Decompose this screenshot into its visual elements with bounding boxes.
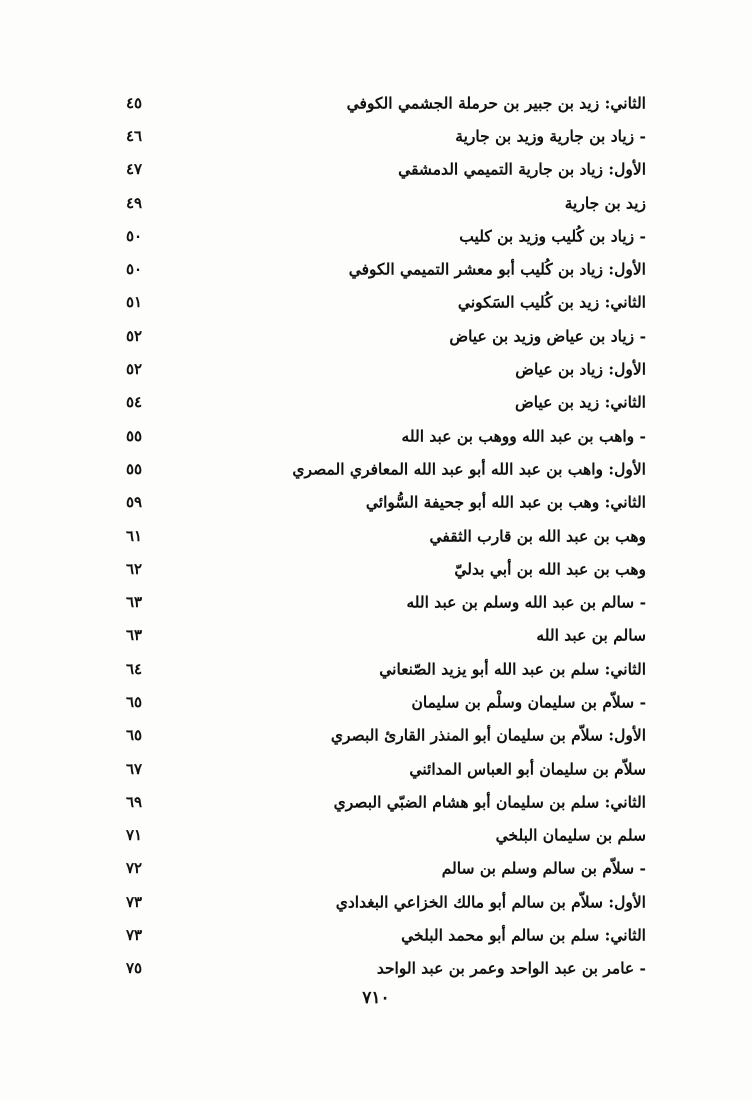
table-of-contents [0,86,752,985]
toc-row [0,119,752,152]
toc-entry-title: - زياد بن جارية وزيد بن جارية [455,126,646,146]
toc-entry-title: - عامر بن عبد الواحد وعمر بن عبد الواحد [376,958,646,978]
toc-entry-title: وهب بن عبد الله بن أبي بدليّ [454,559,646,579]
toc-page-number: ٥٢ [125,326,143,345]
toc-page-number: ٥١ [125,293,143,312]
toc-page-number: ٥٠ [125,226,143,245]
toc-entry-title: الأول: سلاّم بن سليمان أبو المنذر القارئ البصري [330,725,646,745]
toc-page-number: ٦٥ [125,726,143,745]
toc-entry-title: الأول: زياد بن عياض [515,359,646,379]
toc-row [0,386,752,419]
toc-page-number: ٤٥ [125,93,143,112]
toc-page-number: ٦٤ [125,659,143,678]
toc-entry-title: - زياد بن كُليب وزيد بن كليب [459,226,646,246]
toc-row [0,785,752,818]
toc-row [0,885,752,918]
toc-entry-title: زيد بن جارية [564,193,646,213]
toc-page-number: ٦٣ [125,626,143,645]
toc-page-number: ٦٣ [125,593,143,612]
toc-row [0,652,752,685]
toc-entry-title: - سلاّم بن سالم وسلم بن سالم [441,858,646,878]
toc-page-number: ٤٩ [125,193,143,212]
toc-entry-title: الأول: سلاّم بن سالم أبو مالك الخزاعي البغدادي [335,892,646,912]
toc-entry-title: الثاني: زيد بن عياض [514,392,646,412]
toc-row [0,286,752,319]
toc-row [0,319,752,352]
toc-page-number: ٦٧ [125,759,143,778]
toc-page-number: ٧١ [125,826,143,845]
toc-entry-title: - سالم بن عبد الله وسلم بن عبد الله [406,592,646,612]
toc-page-number: ٧٢ [125,859,143,878]
toc-entry-title: - زياد بن عياض وزيد بن عياض [449,326,646,346]
toc-entry-title: الثاني: زيد بن جبير بن حرملة الجشمي الكوفي [346,93,646,113]
toc-page-number: ٥٠ [125,260,143,279]
toc-page-number: ٥٩ [125,493,143,512]
toc-page-number: ٤٦ [125,126,143,145]
toc-page-number: ٥٢ [125,360,143,379]
toc-entry-title: - سلاّم بن سليمان وسلْم بن سليمان [411,692,646,712]
toc-page-number: ٧٥ [125,959,143,978]
toc-row [0,352,752,385]
toc-page-number: ٥٤ [125,393,143,412]
toc-page-number: ٧٣ [125,926,143,945]
toc-entry-title: الأول: زياد بن جارية التميمي الدمشقي [398,159,646,179]
toc-row [0,819,752,852]
toc-entry-title: سالم بن عبد الله [536,625,646,645]
toc-row [0,419,752,452]
toc-page-number: ٥٥ [125,459,143,478]
toc-entry-title: الثاني: سلم بن سالم أبو محمد البلخي [401,925,646,945]
toc-entry-title: الأول: زياد بن كُليب أبو معشر التميمي الكوفي [348,259,646,279]
toc-row [0,252,752,285]
toc-entry-title: سلاّم بن سليمان أبو العباس المدائني [409,759,646,779]
toc-page-number: ٤٧ [125,160,143,179]
toc-entry-title: سلم بن سليمان البلخي [495,825,646,845]
page-number: ٧١٠ [362,988,390,1008]
toc-entry-title: الثاني: وهب بن عبد الله أبو جحيفة السُّوائي [365,492,646,512]
toc-page-number: ٦٩ [125,792,143,811]
toc-row [0,186,752,219]
toc-row [0,952,752,985]
toc-row [0,86,752,119]
toc-entry-title: الثاني: سلم بن سليمان أبو هشام الضبّي البصري [333,792,646,812]
toc-row [0,486,752,519]
toc-page-number: ٧٣ [125,892,143,911]
toc-page-number: ٦١ [125,526,143,545]
toc-row [0,552,752,585]
toc-entry-title: - واهب بن عبد الله ووهب بن عبد الله [401,426,646,446]
toc-page-number: ٦٥ [125,692,143,711]
toc-row [0,918,752,951]
toc-row [0,585,752,618]
toc-row [0,719,752,752]
toc-row [0,752,752,785]
toc-entry-title: وهب بن عبد الله بن قارب الثقفي [429,526,646,545]
toc-row [0,619,752,652]
toc-row [0,452,752,485]
toc-entry-title: الثاني: زيد بن كُليب السَكوني [457,292,646,312]
toc-row [0,685,752,718]
toc-page-number: ٦٢ [125,559,143,578]
toc-row [0,519,752,552]
toc-entry-title: الثاني: سلم بن عبد الله أبو يزيد الصّنعاني [379,659,646,679]
toc-page-number: ٥٥ [125,426,143,445]
toc-row [0,219,752,252]
toc-row [0,852,752,885]
toc-entry-title: الأول: واهب بن عبد الله أبو عبد الله المعافري المصري [292,459,646,479]
toc-row [0,153,752,186]
